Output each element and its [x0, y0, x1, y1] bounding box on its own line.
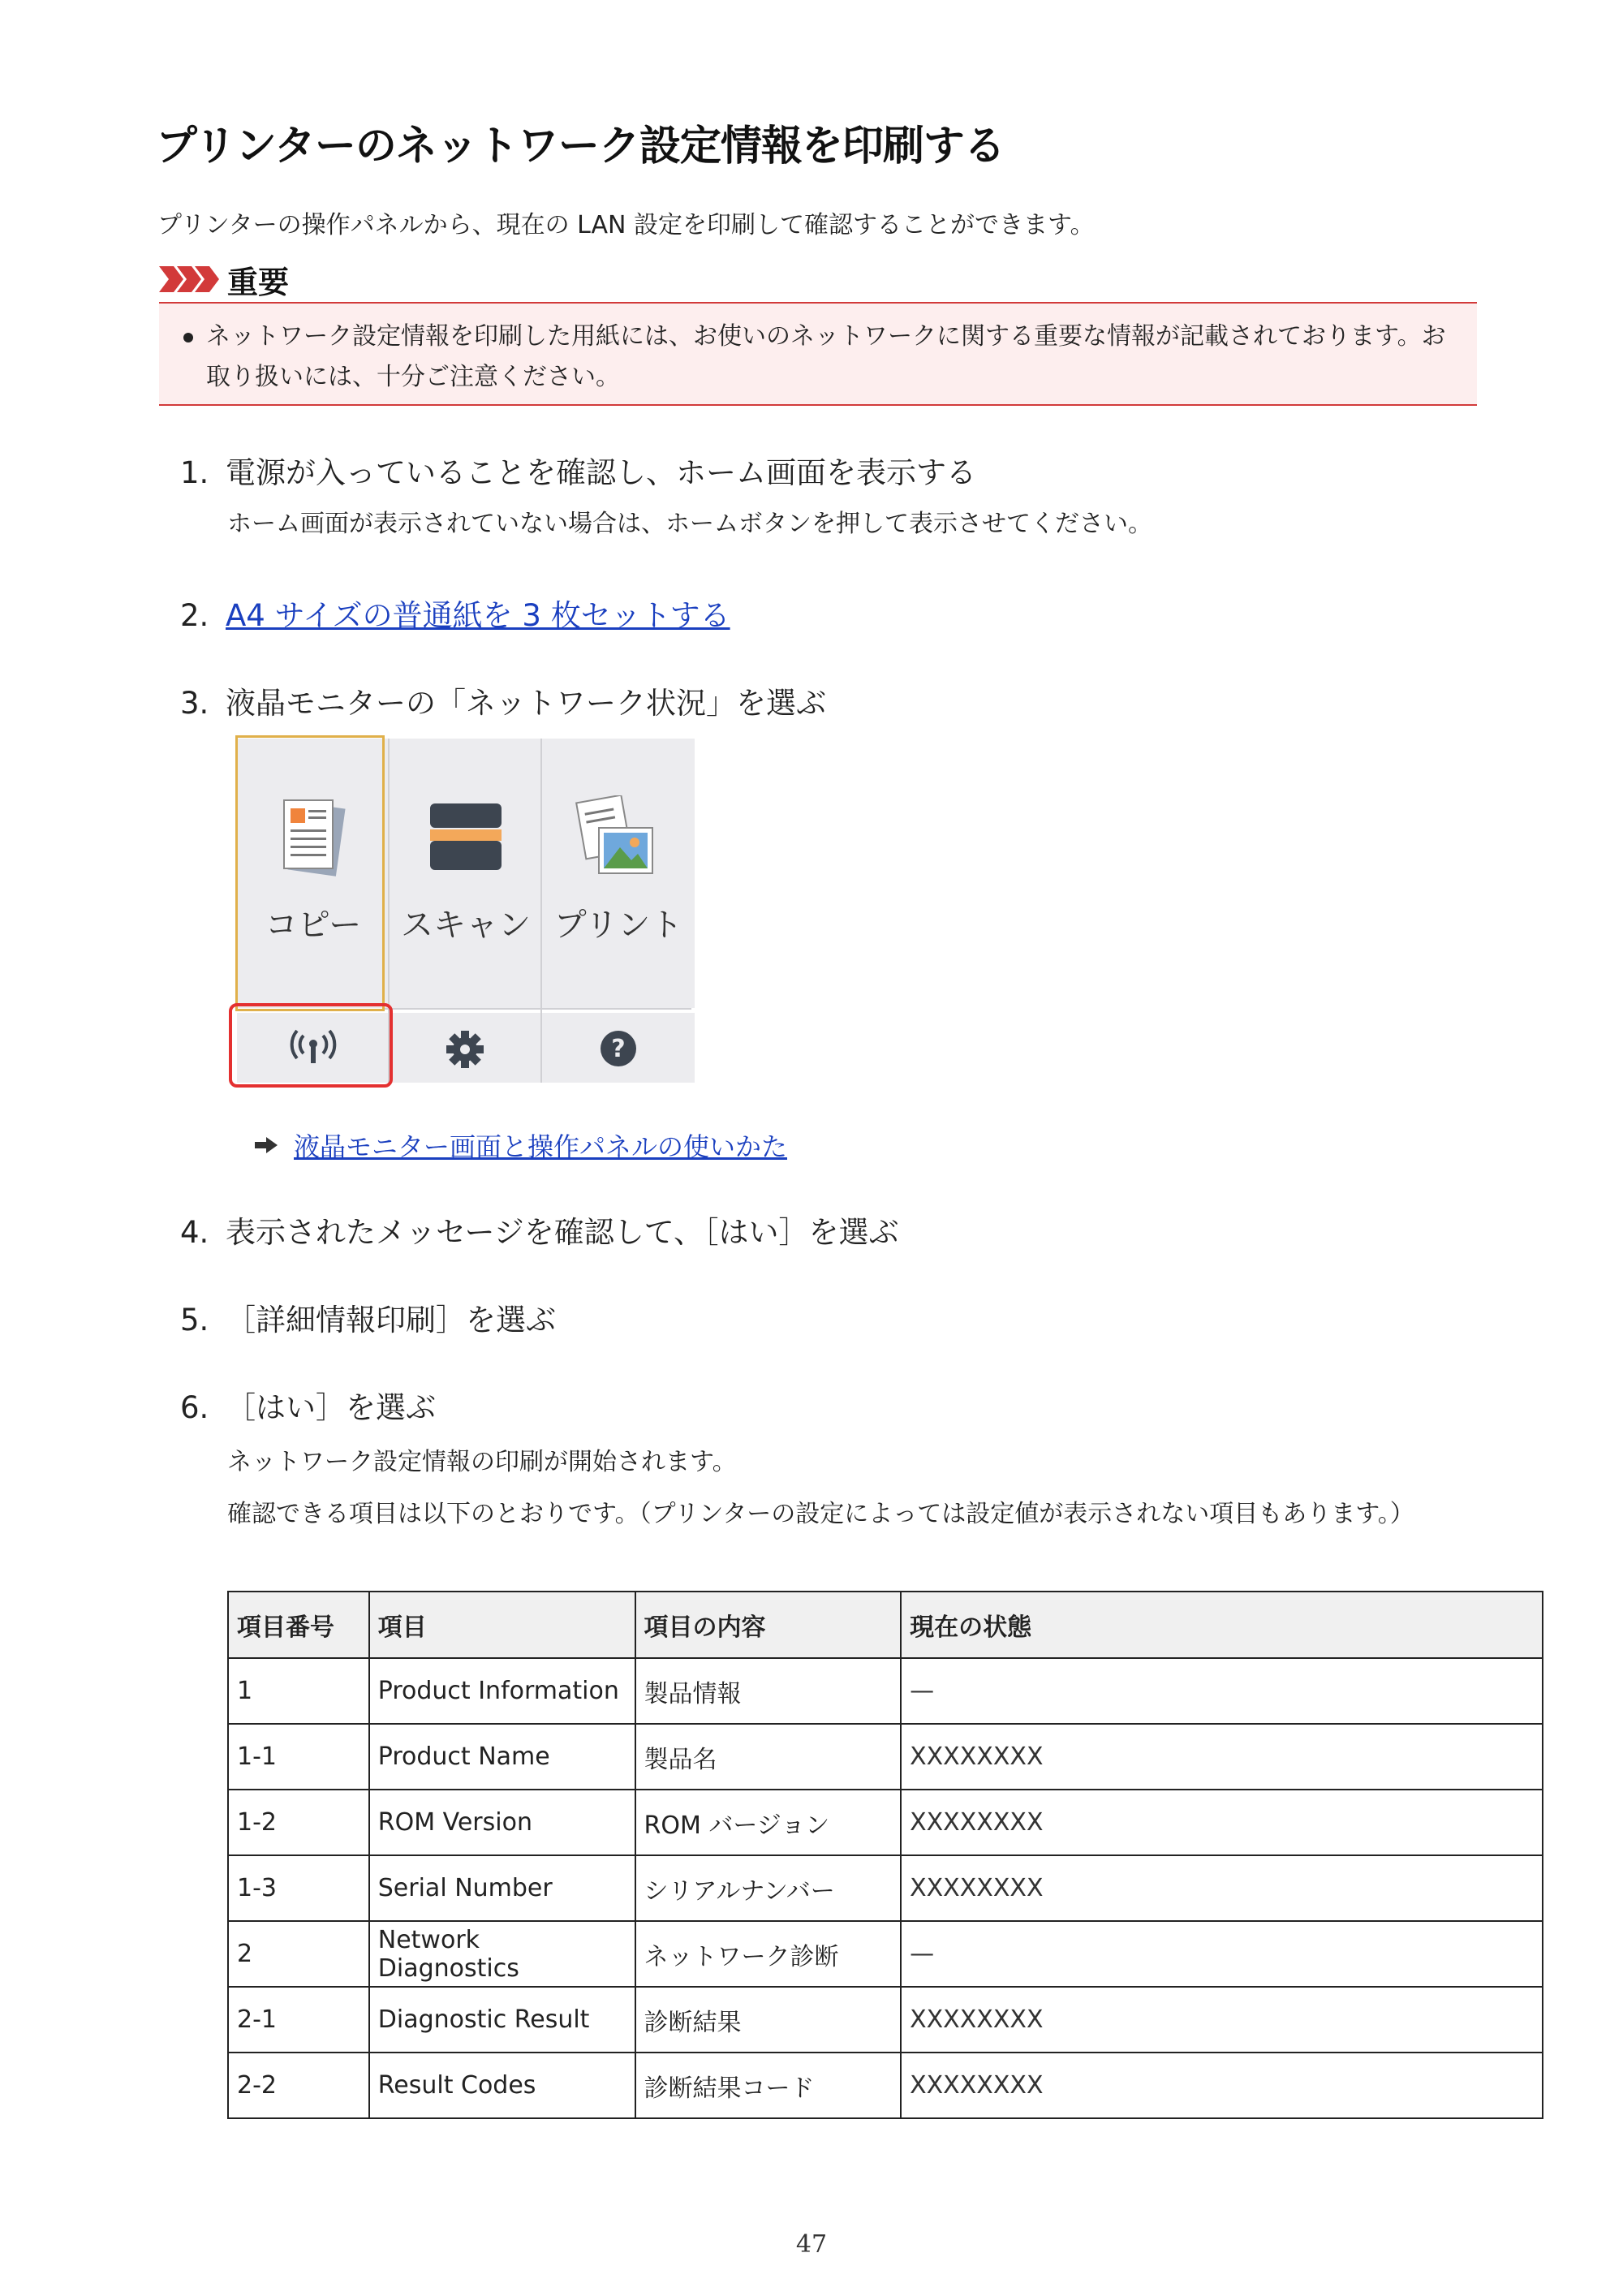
table-cell: 2: [228, 1921, 369, 1987]
step-number: 1.: [180, 455, 209, 490]
table-cell: 1: [228, 1658, 369, 1724]
table-cell: XXXXXXXX: [901, 1855, 1543, 1921]
help-icon: [599, 1029, 638, 1068]
important-text: ネットワーク設定情報を印刷した用紙には、お使いのネットワークに関する重要な情報が記載されております。お取り扱いには、十分ご注意ください。: [206, 322, 1446, 391]
table-cell: Serial Number: [369, 1855, 635, 1921]
tile-label: スキャン: [401, 907, 531, 944]
page-number: 47: [795, 2230, 828, 2259]
selected-tile-outline: [235, 735, 385, 1011]
table-row: [228, 2053, 1543, 2118]
step-number: 3.: [180, 686, 209, 721]
step-6-items-note: 確認できる項目は以下のとおりです。（プリンターの設定によっては設定値が表示されない項目もあります。）: [227, 1500, 1414, 1528]
table-cell: 製品情報: [635, 1658, 902, 1724]
printer-lcd-illustration: [227, 734, 695, 1088]
print-tile[interactable]: [542, 739, 695, 1008]
table-cell: ROM バージョン: [635, 1790, 902, 1855]
table-cell: 1-2: [228, 1790, 369, 1855]
table-cell: Product Information: [369, 1658, 635, 1724]
important-arrows-icon: [159, 263, 219, 295]
divider: [383, 1008, 691, 1010]
table-row: [228, 1790, 1543, 1855]
network-info-table: [227, 1591, 1543, 2119]
table-cell: シリアルナンバー: [635, 1855, 902, 1921]
step-text: ［詳細情報印刷］を選ぶ: [226, 1303, 556, 1338]
table-row: [228, 1987, 1543, 2053]
tile-label: プリント: [553, 907, 683, 944]
table-cell: Diagnostic Result: [369, 1987, 635, 2053]
table-cell: 2-2: [228, 2053, 369, 2118]
table-cell: 製品名: [635, 1724, 902, 1790]
important-box: [159, 302, 1477, 406]
load-paper-link[interactable]: A4 サイズの普通紙を 3 枚セットする: [226, 598, 730, 633]
column-header: 現在の状態: [901, 1592, 1543, 1658]
table-row: [228, 1724, 1543, 1790]
table-cell: Network Diagnostics: [369, 1921, 635, 1987]
table-header-row: [228, 1592, 1543, 1658]
important-heading: [159, 260, 289, 299]
table-cell: Result Codes: [369, 2053, 635, 2118]
step-number: 4.: [180, 1215, 209, 1250]
column-header: 項目: [369, 1592, 635, 1658]
step-6-note: ネットワーク設定情報の印刷が開始されます。: [227, 1448, 737, 1476]
table-cell: —: [901, 1658, 1543, 1724]
tile-label: コピー: [265, 907, 362, 944]
table-cell: XXXXXXXX: [901, 1987, 1543, 2053]
step-number: 5.: [180, 1303, 209, 1338]
step-text: 液晶モニターの「ネットワーク状況」を選ぶ: [226, 686, 826, 721]
arrow-right-icon: [255, 1135, 279, 1155]
scan-icon: [425, 800, 506, 878]
svg-text:?: ?: [611, 1035, 626, 1063]
table-cell: ROM Version: [369, 1790, 635, 1855]
step-2: [180, 591, 730, 635]
related-link-line: [255, 1126, 787, 1164]
network-button-highlight: [229, 1003, 393, 1088]
step-1: [180, 448, 976, 492]
column-header: 項目番号: [228, 1592, 369, 1658]
table-cell: XXXXXXXX: [901, 2053, 1543, 2118]
step-number: 6.: [180, 1390, 209, 1425]
step-4: [180, 1208, 899, 1251]
scan-tile[interactable]: [390, 739, 542, 1008]
table-row: [228, 1658, 1543, 1724]
print-icon: [575, 795, 659, 880]
table-cell: —: [901, 1921, 1543, 1987]
step-5: [180, 1295, 556, 1339]
table-cell: 1-1: [228, 1724, 369, 1790]
important-label: 重要: [227, 264, 290, 300]
table-cell: ネットワーク診断: [635, 1921, 902, 1987]
table-row: [228, 1921, 1543, 1987]
intro-text: プリンターの操作パネルから、現在の LAN 設定を印刷して確認することができます。: [157, 211, 1095, 239]
step-text: 電源が入っていることを確認し、ホーム画面を表示する: [226, 455, 976, 490]
lcd-usage-link[interactable]: 液晶モニター画面と操作パネルの使いかた: [294, 1131, 788, 1162]
gear-icon: [445, 1029, 485, 1070]
page-title: プリンターのネットワーク設定情報を印刷する: [156, 123, 1005, 170]
column-header: 項目の内容: [635, 1592, 902, 1658]
table-cell: 1-3: [228, 1855, 369, 1921]
table-cell: 2-1: [228, 1987, 369, 2053]
help-button[interactable]: [542, 1013, 695, 1083]
step-text: ［はい］を選ぶ: [226, 1390, 436, 1425]
settings-button[interactable]: [390, 1013, 542, 1083]
step-1-note: ホーム画面が表示されていない場合は、ホームボタンを押して表示させてください。: [227, 510, 1152, 538]
table-cell: XXXXXXXX: [901, 1724, 1543, 1790]
step-6: [180, 1383, 436, 1427]
bullet-icon: [183, 333, 193, 342]
step-text: 表示されたメッセージを確認して、［はい］を選ぶ: [226, 1215, 899, 1250]
step-3: [180, 678, 826, 722]
table-cell: 診断結果: [635, 1987, 902, 2053]
divider: [540, 739, 542, 1083]
table-cell: 診断結果コード: [635, 2053, 902, 2118]
table-cell: XXXXXXXX: [901, 1790, 1543, 1855]
step-number: 2.: [180, 598, 209, 633]
table-cell: Product Name: [369, 1724, 635, 1790]
table-row: [228, 1855, 1543, 1921]
